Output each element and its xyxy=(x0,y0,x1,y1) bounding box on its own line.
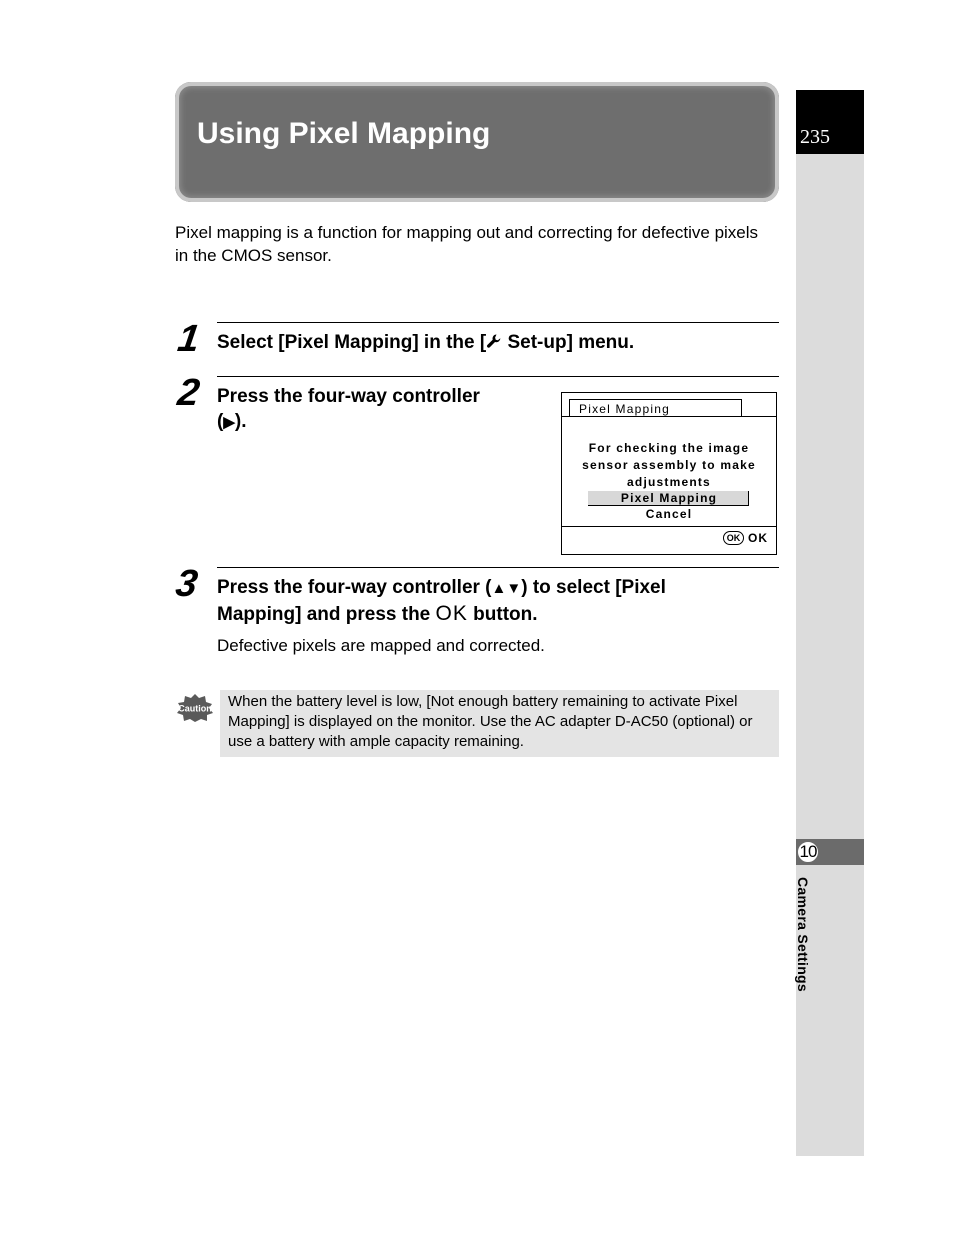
step-3-text-after: ) to select [Pixel xyxy=(521,577,666,598)
lcd-message-line: sensor assembly to make xyxy=(582,458,756,472)
step-1-text-before: Select [Pixel Mapping] in the [ xyxy=(217,332,487,353)
caution-icon xyxy=(176,693,214,723)
step-divider xyxy=(217,322,779,323)
step-number: 2 xyxy=(175,372,203,414)
ok-button-icon: OK xyxy=(723,531,744,545)
up-down-arrow-icon: ▲▼ xyxy=(491,580,522,597)
ok-button-symbol: OK xyxy=(435,602,468,625)
wrench-icon xyxy=(486,333,502,349)
page-number: 235 xyxy=(800,126,830,148)
chapter-title: Camera Settings xyxy=(795,877,811,992)
step-3-result: Defective pixels are mapped and corrected. xyxy=(217,636,545,655)
step-1-text-after: Set-up] menu. xyxy=(502,332,635,353)
lcd-message-line: For checking the image xyxy=(588,441,750,455)
step-1-text xyxy=(217,330,634,355)
step-divider xyxy=(217,567,779,568)
step-number: 1 xyxy=(175,318,203,360)
step-2-line-1: Press the four-way controller xyxy=(217,386,480,407)
caution-icon-label: Caution xyxy=(178,703,212,714)
page-title: Using Pixel Mapping xyxy=(197,117,491,150)
right-arrow-icon: ▶ xyxy=(223,414,235,431)
step-3-line-2 xyxy=(217,601,777,627)
caution-text: When the battery level is low, [Not enough battery remaining to activate Pixel Mapping] is displayed on the monitor. Use the AC adapter D-AC50 (optional) or use a battery with ample capacity remaining. xyxy=(228,693,753,750)
step-3-line-2-after: button. xyxy=(467,604,538,625)
lcd-option-cancel[interactable]: Cancel xyxy=(645,507,693,521)
lcd-footer-divider xyxy=(562,526,776,527)
lcd-option-pixel-mapping[interactable]: Pixel Mapping xyxy=(620,491,718,505)
step-2-paren-open: ( xyxy=(217,411,224,432)
step-2-text xyxy=(217,384,517,435)
lcd-message-line: adjustments xyxy=(627,475,711,489)
step-3-line-2-before: Mapping] and press the xyxy=(217,604,436,625)
lcd-tab-underline xyxy=(562,416,776,417)
step-divider xyxy=(217,376,779,377)
step-3-line-1 xyxy=(217,575,777,601)
step-3-text-before: Press the four-way controller ( xyxy=(217,577,492,598)
chapter-number: 10 xyxy=(797,841,819,863)
step-2-line-2 xyxy=(217,409,517,435)
side-tab-strip xyxy=(796,90,864,1156)
step-2-paren-close: ). xyxy=(234,411,247,432)
step-3-text xyxy=(217,575,777,627)
step-number: 3 xyxy=(173,563,201,605)
ok-label: OK xyxy=(748,531,768,545)
intro-paragraph: Pixel mapping is a function for mapping out and correcting for defective pixels in the CMOS sensor. xyxy=(175,223,759,265)
lcd-tab-title: Pixel Mapping xyxy=(579,402,670,416)
